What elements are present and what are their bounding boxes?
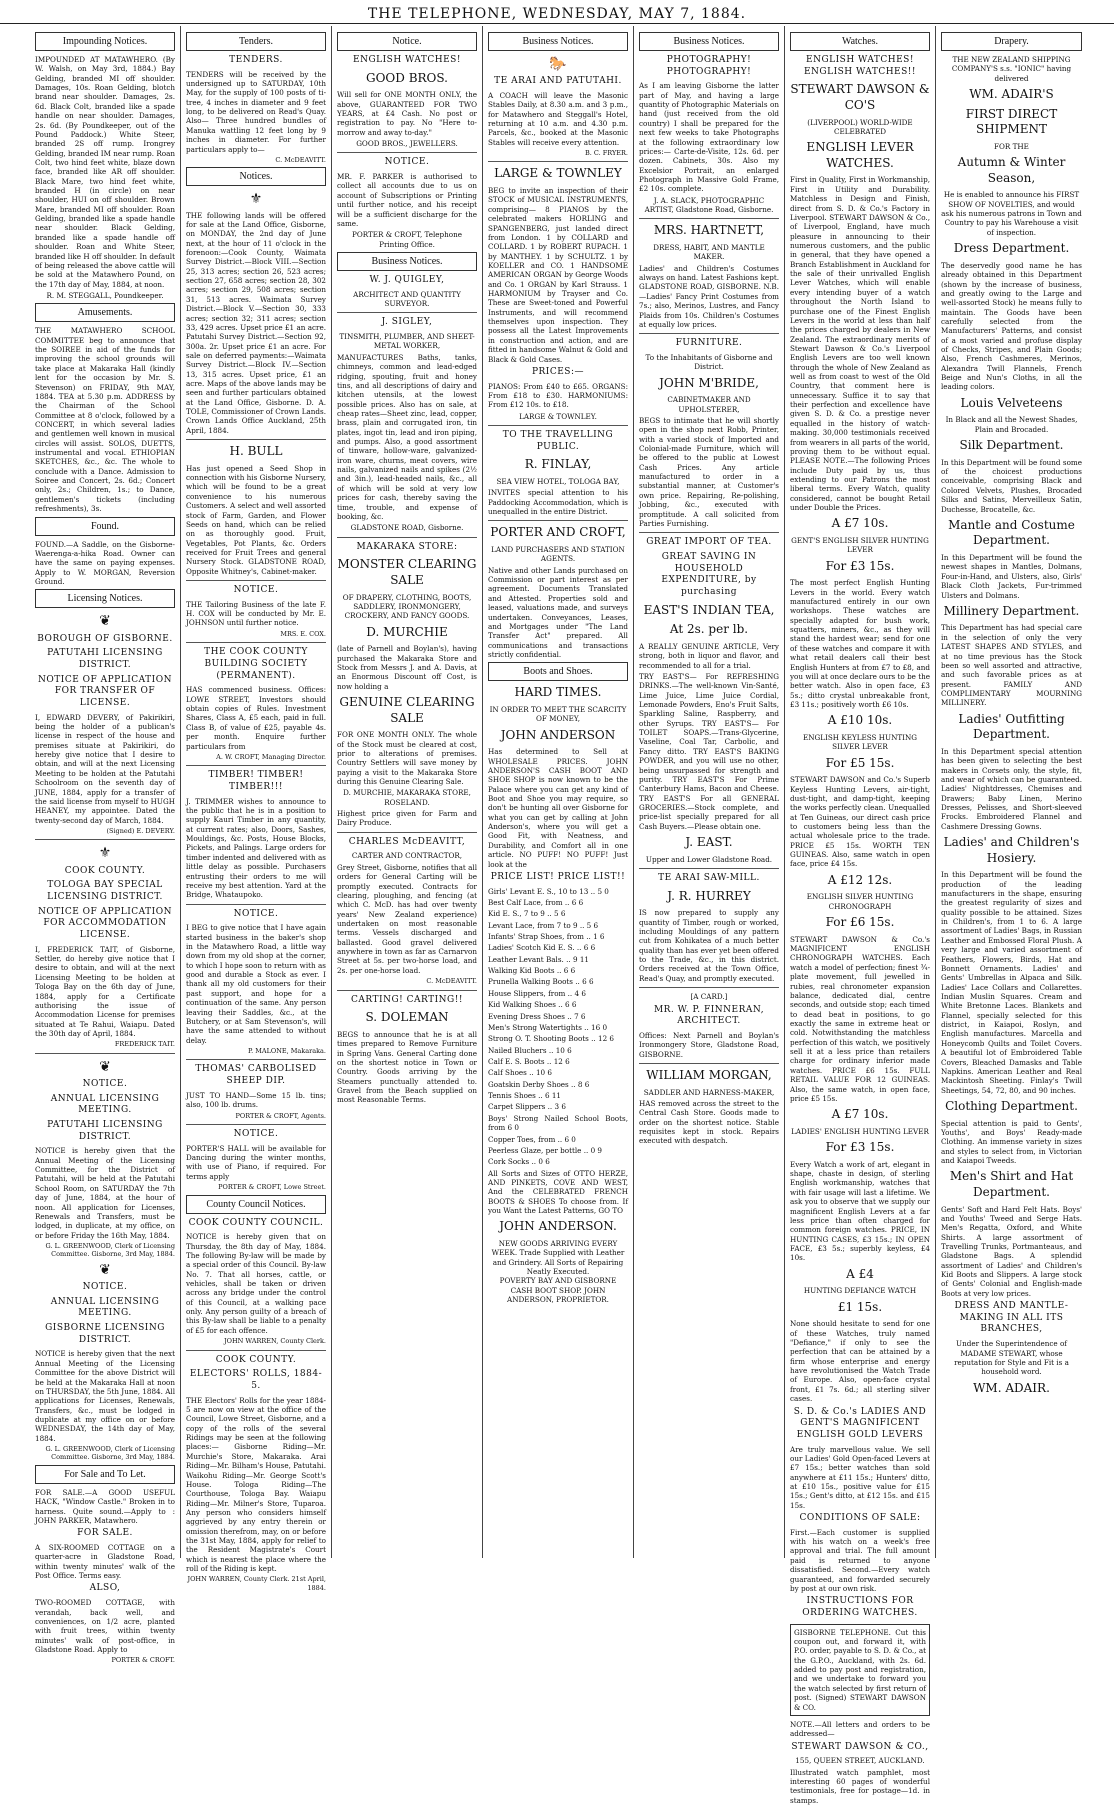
column-5 [634,26,785,1558]
column-2 [181,26,332,1592]
notice-text: I, EDWARD DEVERY, of Pakirikiri, being the holder of a publican's license in respect of the house and premises situate at Pakirikiri, do hereby give notice that I desire to obtain, and will at the next Licensing Meeting to be holden at the Patutahi Schoolroom on the seventh day of JUNE, 1884, apply for a transfer of the said license from myself to HUGH HEANEY, my appointee. Dated the twenty-second day of March, 1884. [35,712,175,825]
masthead: THE TELEPHONE, WEDNESDAY, MAY 7, 1884. [0,0,1114,24]
price-headline: £1 15s. [837,1299,883,1314]
notice-text: NOTICE is hereby given that on Thursday, the 8th day of May, 1884. The following By-law will be made by a special order of this Council. By-law No. 7. That all horses, cattle, or vehicles, shall be taken or driven across any bridge under the control of this Council, at a walking pace only. Any person guilty of a breach of this By-law shall be liable to a penalty of £5 for each offence. [186,1232,326,1335]
divider [337,832,477,833]
signature: P. MALONE, Makaraka. [248,1046,326,1055]
section-heading: Business Notices. [639,32,779,51]
notice-text: IS now prepared to supply any quantity of Timber, rough or worked, including Mouldings of any pattern cut from Kohikatea of a much better quality than has ever yet been offered to the Trade, &c., in this district. Orders received at the Town Office, Read's Quay, and promptly executed. [639,908,779,983]
section-heading: Boots and Shoes. [488,662,628,681]
section-heading: Notices. [186,167,326,186]
advertiser-name: J. R. HURREY [667,888,751,903]
divider [186,439,326,440]
notice-subheading: LAND PURCHASERS AND STATION AGENTS. [491,545,625,564]
advertiser-name: STEWART DAWSON & CO'S [790,82,930,112]
signature: GOOD BROS., JEWELLERS. [356,139,458,149]
notice-subheading: DRESS, HABIT, AND MANTLE MAKER. [653,243,765,262]
price-list: PIANOS: From £40 to £65. ORGANS: From £18 to £30. HARMONIUMS: From £12 10s. to £18. [488,381,628,410]
advertiser-name: MR. W. P. FINNERAN, ARCHITECT. [653,1004,765,1027]
divider [639,868,779,869]
divider [639,1063,779,1064]
advertiser-name: MRS. HARTNETT, [653,223,765,238]
price-headline: A £7 10s. [831,1107,889,1122]
notice-text: In Black and all the Newest Shades, Plain and Brocaded. [945,415,1078,434]
divider [186,1350,326,1351]
list-item: Goatskin Derby Shoes .. 8 6 [488,1079,590,1089]
notice-text: NOTE.—All letters and orders to be addressed— [790,1719,930,1739]
royal-arms-icon: ⚜ [98,845,112,862]
notice-subheading: SADDLER AND HARNESS-MAKER, [643,1087,775,1097]
divider [639,333,779,334]
royal-arms-icon: ⚜ [249,191,263,208]
section-heading: Found. [35,517,175,536]
notice-heading: PATUTAHI LICENSING DISTRICT. [47,648,163,670]
department-heading: Silk Department. [959,438,1064,453]
notice-text: TENDERS will be received by the undersigned up to SATURDAY, 10th May, for the supply of 100 posts of ti-tree, 4 inches in diameter and 9 feet long, to be delivered on Read's Quay. Also— Three hundred bundles of Manuka wattling 12 feet long by 9 inches in diameter. For further particulars apply to— [186,69,326,154]
section-heading: Drapery. [941,32,1082,51]
crest-icon: ❦ [99,1058,111,1075]
notice-text: First.—Each customer is supplied with his watch on a week's free approval and trial. The full amount paid is returned to anyone dissatisfied. Second.—Every watch guaranteed, and forwarded securely by post at our own risk. [790,1527,930,1593]
list-item: Tennis Shoes .. 6 11 [488,1091,561,1101]
divider [488,520,628,521]
notice-text: IMPOUNDED AT MATAWHERO. (By W. Walsh, on May 3rd, 1884.) Bay Gelding, branded MI off shoulder. Damages, 10s. Roan Gelding, blotch brand near shoulder. Damages, 2s. 6d. Black Colt, branded like a spade handle on near shoulder. Damages, 2s. 6d. (By Poundkeeper, out of the Pound Paddock.) White Steer, branded 2S off rump. Irongrey Gelding, branded IM near rump. Roan Colt, two hind feet white, blaze down face, branded like AR off shoulder. Black Mare, two hind feet white, branded H (in circle) on near shoulder, HUI on off shoulder. Brown Mare, branded MI off shoulder. Roan Gelding, branded like a spade handle near shoulder. Black Gelding, branded like a spade handle off shoulder. Roan and White Steer, branded like H off shoulder. In default of being released the above cattle will be sold at the Matawhero Pound, on the 17th day of May, 1884, at noon. [35,55,175,289]
notice-heading: NOTICE. [233,1128,279,1139]
notice-text: Every Watch a work of art, elegant in shape, chaste in design, of sterling English workmanship, watches that with fair usage will last a lifetime. We ask you to observe that we supply our magnificent English Levers at a far less price than often charged for common foreign watches. PRICE, IN HUNTING CASES, £3 15s.; IN OPEN FACE, £3 5s.; superbly keyless, £4 10s. [790,1159,930,1263]
notice-heading: W. J. QUIGLEY, [369,275,445,285]
notice-heading: FOR SALE. [77,1528,133,1539]
advertiser-name: S. DOLEMAN [365,1010,449,1025]
notice-heading: CONDITIONS OF SALE: [799,1513,921,1524]
column-1 [30,26,181,1665]
section-heading: For Sale and To Let. [35,1465,175,1484]
section-heading: County Council Notices. [186,1195,326,1214]
notice-heading: CARTING! CARTING!! [351,994,463,1005]
notice-text: BEG to invite an inspection of their STOCK of MUSICAL INSTRUMENTS, comprising— 8 PIANOS by the celebrated makers HORLING and SPANGENBERG, just landed direct from London. 1 by COLLARD and COLLARD. 1 by ROBERT RUPACH. 1 by MANTHEY. 1 by SCHULTZ. 1 by KOELLER and CO. 1 HANDSOME AMERICAN ORGAN by George Woods and Co. 1 ORGAN by Karl Strauss. 1 HARMONIUM by Trayser and Co. These are Sweet-toned and Powerful Instruments, and will recommend themselves upon inspection. They possess all the Latest Improvements in construction and action, and are fitted in handsome Walnut & Gold and Black & Gold Cases. [488,186,628,364]
department-heading: Ladies' Outfitting Department. [958,711,1065,742]
notice-heading: FURNITURE. [675,338,743,349]
signature: R. M. STEGGALL, Poundkeeper. [46,290,164,300]
list-item: Best Calf Lace, from .. 6 6 [488,897,584,907]
department-heading: Louis Velveteens [960,395,1063,410]
notice-heading: ENGLISH WATCHES! [353,55,461,65]
notice-heading: ELECTORS' ROLLS, 1884-5. [189,1369,323,1391]
notice-heading: GREAT SAVING IN HOUSEHOLD EXPENDITURE, by purchasing [661,551,757,598]
price-headline: At 2s. per lb. [669,622,749,637]
advertiser-name: H. BULL [229,444,283,459]
notice-heading: TOLOGA BAY SPECIAL LICENSING DISTRICT. [47,880,163,902]
list-item: Boys' Strong Nailed School Boots, from 6 0 [488,1113,628,1133]
advertiser-name: EAST'S INDIAN TEA, [643,602,775,617]
column-7 [936,26,1087,1558]
advertiser-name: JOHN ANDERSON [500,727,616,742]
notice-text: Highest price given for Farm and Dairy Produce. [337,809,477,828]
list-item: Levant Lace, from 7 to 9 .. 5 6 [488,920,599,930]
section-heading: Business Notices. [337,252,477,271]
advertiser-name: JOHN ANDERSON. [499,1219,617,1234]
list-item: Cork Socks .. 0 6 [488,1157,550,1167]
notice-text: This Department has had special care in the selection of only the very LATEST SHAPES AND STYLES, and at no time previous has the Stock been so well assorted and attractive, and such favorable prices as at present. FAMILY AND COMPLIMENTARY MOURNING MILLINERY. [941,623,1082,708]
list-item: Kid E. S., 7 to 9 .. 5 6 [488,909,566,919]
notice-subheading: 155, QUEEN STREET, AUCKLAND. [795,1756,925,1766]
advertiser-name: WM. ADAIR. [973,1380,1050,1395]
notice-text: THE following lands will be offered for sale at the Land Office, Gisborne, on MONDAY, the 2nd day of June next, at the hour of 11 o'clock in the forenoon:—Cook County, Waimata Survey District.—Block VIII.—Section 25, 313 acres; section 26, 523 acres; section 27, 658 acres; section 28, 302 acres; section 29, 508 acres; section 31, 513 acres. Waimata Survey District.—Block V.—Section 30, 333 acres; section 32; 311 acres; section 33, 429 acres. Upset price £1 an acre. Patutahi Survey District.—Section 92, 300a. 2r. Upset price £1 an acre. For sale on deferred payments:—Waimata Survey District.—Block IV.—Section 13, 315 acres. Upset price, £1 an acre. Maps of the above lands may be seen and further particulars obtained at the Land Office, Gisborne. D. A. TOLE, Commissioner of Crown Lands. Crown Lands Office Auckland, 25th April, 1884. [186,210,326,435]
notice-text: MANUFACTURES Baths, tanks, chimneys, common and lead-edged ridging, spouting, fruit and honey tins, and all descriptions of dairy and kitchen utensils, at the lowest possible prices. Also has on sale, at cheap rates—Sheet zinc, lead, copper, brass, plain and corrugated iron, tin plates, ingot tin, lead and iron piping, and pumps. Also, a good assortment of tinware, hollow-ware, galvanized-iron ware, churns, meat covers, wire nails, galvanized nails and spikes (2½ and 3in.), lead-headed nails, &c., all of which will be sold at very low prices for cash, thereby saving the time, trouble, and expense of booking, &c. [337,352,477,521]
signature: POVERTY BAY AND GISBORNE CASH BOOT SHOP. JOHN ANDERSON, PROPRIETOR. [499,1276,617,1305]
list-item: Evening Dress Shoes .. 7 6 [488,1011,586,1021]
column-6 [785,26,936,1805]
divider [186,1059,326,1060]
section-heading: Licensing Notices. [35,589,175,608]
notice-text: I BEG to give notice that I have again started business in the baker's shop in the Matawhero Road, a little way down from my old shop at the corner, to which I hope soon to return with as good and durable a Stock as ever. I thank all my old customers for their past support, and hope for a continuation of the same. Any person leaving their Saddles, &c., at the Butchery, or at Sam Stevenson's, will have the same attended to without delay. [186,923,326,1045]
section-heading: Watches. [790,32,930,51]
list-item: Peerless Glaze, per bottle .. 0 9 [488,1145,603,1155]
notice-subheading: TINSMITH, PLUMBER, AND SHEET-METAL WORKER, [339,332,475,351]
signature: PORTER & CROFT, Telephone Printing Office. [351,230,462,249]
notice-subheading: (LIVERPOOL) WORLD-WIDE CELEBRATED [807,117,913,136]
advertiser-name: J. EAST. [685,835,733,850]
department-heading: Mantle and Costume Department. [948,517,1075,548]
notice-text: First in Quality, First in Workmanship, First in Utility and Durability. Matchless in Design and Finish, direct from S. D. & Co.'s Factory in Liverpool. STEWART DAWSON & Co., of Liverpool, England, have much pleasure in announcing to their numerous customers, and the public in general, that they have opened a Branch Establishment in Auckland for the sale of their unrivalled English Lever Watches, which will enable every intending buyer of a watch throughout the North Island to purchase one of the Finest English Levers in the world at less than half the prices charged by dealers in New Zealand. The extraordinary merits of Stewart Dawson & Co.'s Liverpool English Levers are too well known through the whole of New Zealand as well as from coast to west of the Old Country, that comment here is unnecessary. Suffice it to say that their perfection and excellence have given S. D. & Co. a prestige never equalled in the history of watch-making. 30,000 testimonials received from wearers in all parts of the world, proving them to be without equal. PLEASE NOTE.—The following Prices include Duty paid by us, thus extending to our Patrons the most liberal terms. Every Watch, quality considered, cannot be bought Retail under Double the Prices. [790,175,930,513]
notice-heading: COOK COUNTY. [215,1354,297,1365]
notice-text: In this Department will be found the newest shapes in Mantles, Dolmans, Four-in-Hand, and Ulsters, also, Girls' Black Cloth Jackets, Fur-trimmed Ulsters and Dolmans. [941,553,1082,600]
notice-text: TRY EAST'S— For REFRESHING DRINKS.—The well-known Vin-Santé, Lime Juice, Lime Juice Cordial, Lemonade Powders, Eno's Fruit Salts, Sparkling Saline, Raspberry, and other Syrups. TRY EAST'S— For TOILET SOAPS.—Trans-Glycerine, Vaseline, Coal Tar, Carbolic, and Fancy ditto. TRY EAST'S BAKING POWDER, and you will use no other, being unsurpassed for strength and purity. TRY EAST'S For Prime Canterbury Hams, Bacon and Cheese. TRY EAST'S For all GENERAL GROCERIES.—Stock complete, and price-list specially prepared for all Cash Buyers.—Please obtain one. [639,671,779,831]
section-heading: Tenders. [186,32,326,51]
notice-text: A SIX-ROOMED COTTAGE on a quarter-acre in Gladstone Road, within twenty minutes' walk of the Post Office. Terms easy. [35,1543,175,1581]
notice-heading: TE ARAI AND PATUTAHI. [494,76,622,87]
section-heading: Impounding Notices. [35,32,175,51]
notice-heading: COOK COUNTY. [64,865,146,876]
divider [35,1053,175,1054]
notice-heading: NOTICE. [233,585,279,596]
price-headline: A £7 10s. [831,516,889,531]
notice-text: None should hesitate to send for one of these Watches, truly named "Defiance," if only to see the perfection that can be attained by a firm whose enterprise and energy have revolutionised the Watch Trade of Europe. Also, open-face crystal front, £1 7s. 6d.; all sterling silver cases. [790,1319,930,1404]
notice-text: THE MATAWHERO SCHOOL COMMITTEE beg to announce that the SOIREE in aid of the funds for improving the school grounds will take place at Makaraka Hall (kindly lent for the occasion by Mr. S. Stevenson) on FRIDAY, 9th MAY, 1884. TEA at 5.30 p.m. ADDRESS by the Chairman of the School Committee at 8 o'clock, followed by a CONCERT, in which several ladies and gentlemen well known in musical circles will assist. SOLOS, DUETTS, instrumental and vocal. ETHIOPIAN SKETCHES, &c., &c. The whole to conclude with a Dance. Admission to Soiree and Concert, 2s. 6d.; Concert only, 2s.; Children, 1s.; to Dance, gentlemen's tickets (including refreshments), 3s. [35,326,175,514]
signature: JOHN WARREN, County Clerk. 21st April, 1884. [187,1575,326,1592]
signature: GLADSTONE ROAD, Gisborne. [350,523,464,533]
notice-text: HAS commenced business. Offices: LOWE STREET, Investors should obtain copies of Rules. Investment Shares, Class A, £5 each, paid in full. Class B, of value of £25, payable 4s. per month. Enquire further particulars from [186,685,326,751]
notice-text: IN ORDER TO MEET THE SCARCITY OF MONEY, [489,704,627,724]
notice-text: NOTICE is hereby given that the next Annual Meeting of the Licensing Committee for the above District will be held at the Makaraka Hall at noon on THURSDAY, the 5th June, 1884. All applications for Licenses, Renewals, Transfers, &c., must be lodged in duplicate at my office on or before WEDNESDAY, the 14th day of May, 1884. [35,1349,175,1443]
list-item: Nailed Bluchers .. 10 6 [488,1045,572,1055]
signature: G. L. GREENWOOD, Clerk of Licensing Committee. Gisborne, 3rd May, 1884. [45,1241,175,1259]
list-item: Copper Toes, from .. 6 0 [488,1134,576,1144]
advertiser-name: Autumn & Winter Season, [957,155,1066,185]
list-item: Men's Strong Watertights .. 16 0 [488,1022,608,1032]
section-heading: Notice. [337,32,477,51]
advertiser-name: ENGLISH LEVER WATCHES. [806,140,914,170]
notice-heading: ENGLISH WATCHES! ENGLISH WATCHES!! [803,55,917,77]
advertiser-name: LARGE & TOWNLEY [494,166,622,181]
notice-heading: PRICE LIST! PRICE LIST!! [490,871,626,882]
notice-heading: TO THE TRAVELLING PUBLIC. [502,430,614,452]
divider [186,580,326,581]
notice-text: In this Department will be found the production of the leading manufacturers in the shape, ensuring the greatest regularity of sizes and quality possible to be attained. Sizes in Children's, from 1 to 6. A large assortment of Ladies' Bags, in Russian Leather and Embossed Floral Plush. A very large and varied assortment of Feathers, Flowers, Birds, Hat and Bonnett Ornaments. Ladies' and Gents' Umbrellas in Alpaca and Silk. Ladies' Lace Collars and Collarettes. Indian Muslin Squares. Cream and White Bretonne Laces. Blankets and Flannel, specially selected for this district, in Kaiapoi, Roslyn, and English manufactures. Marcella and Honeycomb Quilts and Toilet Covers. A beautiful lot of Embroidered Table Covers, Bleached Damasks and Table Napkins. American Leather and Real Mackintosh Sheeting. Finlay's Twill Sheetings, 54, 72, 80, and 90 inches. [941,870,1082,1095]
notice-heading: [A CARD.] [690,992,728,1002]
divider [186,642,326,643]
notice-text: NEW GOODS ARRIVING EVERY WEEK. Trade Supplied with Leather and Grindery. All Sorts of Repairing Neatly Executed. [491,1238,625,1277]
crest-icon: ❦ [99,613,111,630]
divider [35,839,175,840]
notice-text: ARCHITECT AND QUANTITY SURVEYOR. [353,289,461,309]
advertiser-name: GOOD BROS. [366,70,448,85]
crest-icon: ❦ [99,1261,111,1278]
divider [488,425,628,426]
notice-subheading: CABINETMAKER AND UPHOLSTERER, [667,395,751,414]
notice-text: THE NEW ZEALAND SHIPPING COMPANY'S s.s. "IONIC" having delivered [951,55,1072,83]
notice-text: BEGS to intimate that he will shortly open in the shop next Robb, Printer, with a varied stock of Imported and Colonial-made Furniture, which will be offered to the public at Lowest Cash Prices. Any article manufactured to order in a substantial manner, at Customer's own price. Repairing, Re-polishing, Jobbing, &c., executed with promptitude. A call solicited from Parties Furnishing. [639,415,779,528]
notice-heading: NOTICE. [384,157,430,168]
notice-heading: NOTICE OF APPLICATION FOR ACCOMMODATION LICENSE. [38,906,172,941]
department-heading: Ladies' and Children's Hosiery. [943,835,1080,865]
divider [337,990,477,991]
column-3 [332,26,483,1558]
notice-text: FOR ONE MONTH ONLY. The whole of the Stock must be cleared at cost, prior to alterations of premises. Country Settlers will save money by paying a visit to the Makaraka Store during this Genuine Clearing Sale. [337,730,477,786]
divider [639,987,779,988]
newspaper-columns [30,26,1090,1805]
notice-heading: NOTICE OF APPLICATION FOR TRANSFER OF LICENSE. [38,674,172,708]
signature: MRS. E. COX. [280,629,326,638]
list-item: Girls' Levant E. S., 10 to 13 .. 5 0 [488,886,609,896]
notice-heading: J. SIGLEY, [381,317,433,328]
signature: (Signed) E. DEVERY. [106,826,175,835]
notice-subheading: CARTER AND CONTRACTOR, [351,851,463,861]
notice-text: FOR SALE.—A GOOD USEFUL HACK, "Window Castle." Broken in to harness. Quite sound.—Apply to : JOHN PARKER, Matawhero. [35,1487,175,1525]
advertiser-name: GENUINE CLEARING SALE [339,694,475,725]
notice-text: STEWART DAWSON & Co.'s MAGNIFICENT ENGLISH CHRONOGRAPH WATCHES. Each watch a model of perfection; finest ¾-plate movement, full jewelled in rubies, real chronometer expansion balance, dedicated dial, centre seconds, and outside stop; each timed to dead beat in positions, to go exactly the same in extreme heat or cold. Notwithstanding the matchless perfection of this watch, we positively sell it at a less price than retailers charge for ordinary inferior made watches. PRICE £6 15s. FULL RETAIL VALUE FOR 12 GUINEAS. Also, the same watch, in open face, price £5 15s. [790,934,930,1103]
divider [186,904,326,905]
shoe-price-list [488,887,628,1167]
notice-heading: ANNUAL LICENSING MEETING. [50,1093,160,1116]
advertiser-name: JOHN M'BRIDE, [659,375,759,390]
notice-heading: MAKARAKA STORE: [356,541,458,552]
notice-text: STEWART DAWSON and Co.'s Superb Keyless Hunting Levers, air-tight, dust-tight, and damp-tight, keeping the works perfectly clean. Unequalled at Ten Guineas, our direct cash price to customers being less than the actual wholesale price to the trade. PRICE £5 15s. WORTH TEN GUINEAS. Also, same watch in open face, price £4 15s. [790,775,930,869]
notice-text: He is enabled to announce his FIRST SHOW OF NOVELTIES, and would ask his numerous patrons in Town and Country to pay his Warehouse a visit of inspection. [941,190,1082,237]
list-item: House Slippers, from .. 4 6 [488,988,586,998]
advertiser-name: WM. ADAIR'S [969,87,1054,102]
notice-heading: INSTRUCTIONS FOR ORDERING WATCHES. [802,1596,918,1618]
notice-text: THE Electors' Rolls for the year 1884-5 are now on view at the office of the Council, Lowe Street, Gisborne, and a copy of the rolls of the several Ridings may be seen at the following places:— Gisborne Riding—Mr. Murchie's Store, Makaraka. Arai Riding—Mr. Bilham's House, Patutahi. Waikohu Riding—Mr. George Scott's House. Tologa Riding—The Courthouse, Tologa Bay. Waiapu Riding—Mr. Milner's Store, Tuparoa. Any person who considers himself aggrieved by any entry therein or omission therefrom, may, on or before the 31st May, 1884, apply for relief to the Resident Magistrate's Court which is nearest the place where the roll of the Riding is kept. [186,1395,326,1574]
advertiser-name: MONSTER CLEARING SALE [337,557,477,587]
notice-text: THE Tailoring Business of the late F. H. COX will be conducted by Mr. E. JOHNSON until further notice. [186,599,326,628]
notice-text: Upper and Lower Gladstone Road. [645,854,773,864]
notice-text: The most perfect English Hunting Levers in the world. Every watch manufactured entirely in our own workshops. These watches are specially adapted for bush work, squatters, miners, &c., as they will stand the hardest wear; send for one of these watches and compare it with what retail dealers call their best English Hunters at from £7 to £8, and you will at once declare ours to be the better watch. Also in open face, £3 5s.; ditto crystal unbreakable front, £3 11s.; positively worth £6 10s. [790,578,930,709]
signature: JOHN WARREN, County Clerk. [224,1337,326,1346]
notice-text: Native and other Lands purchased on Commission or part interest as per agreement. Documents Translated and Attested. Properties sold and leased, valuations made, and surveys undertaken. Conveyances, Leases, and Mortgages under "The Land Transfer Act" prepared. All communications and transactions strictly confidential. [488,565,628,659]
notice-heading: ALSO, [89,1583,121,1594]
notice-text: OF DRAPERY, CLOTHING, BOOTS, SADDLERY, IRONMONGERY, CROCKERY, AND FANCY GOODS. [342,592,472,621]
notice-text: A COACH will leave the Masonic Stables Daily, at 8.30 a.m. and 3 p.m., for Matawhero and Steggall's Hotel, returning at 10 a.m. and 4.30 p.m. Parcels, &c., booked at the Masonic Stables will receive every attention. [488,90,628,147]
list-item: Kid Walking Shoes .. 6 6 [488,1000,577,1010]
divider [186,765,326,766]
notice-text: Special attention is paid to Gents', Youths', and Boys' Ready-made Clothing. An immense variety in sizes and styles to select from, in Victorian and Kaiapoi Tweeds. [941,1118,1082,1165]
advertiser-name: D. MURCHIE [366,624,448,639]
notice-text: INVITES special attention to his Paddocking Accommodation, which is unequalled in the entire District. [488,488,628,517]
notice-text: As I am leaving Gisborne the latter part of May, and having a large quantity of Photographic Materials on hand (just received from the old country) I shall be prepared for the next few weeks to take Photographs at the following extraordinary low prices:— Carte-de-Visite, 12s. 6d. per dozen. Cabinets, 30s. Also my Excelsior Portrait, an enlarged Photograph in Massive Gold Frame, £2 10s. complete. [639,81,779,194]
notice-text: Are truly marvellous value. We sell our Ladies' Gold Open-faced Levers at £7 15s.; better watches than sold anywhere at £11 15s.; Hunters' ditto, at £10 15s., positive value for £15 15s.; Gent's ditto, at £12 15s. and £15 15s. [790,1444,930,1510]
section-heading: Amusements. [35,303,175,322]
order-coupon: GISBORNE TELEPHONE. Cut this coupon out, and forward it, with P.O. order, payable to S. D. & Co., at the G.P.O., Auckland, with 2s. 6d. added to pay post and registration, and we undertake to forward you the watch selected by first return of post. (Signed) STEWART DAWSON & CO. [790,1624,930,1716]
list-item: Prunella Walking Boots .. 6 6 [488,977,594,987]
department-heading: Dress Department. [953,241,1070,256]
notice-heading: THOMAS' CARBOLISED SHEEP DIP. [195,1064,317,1087]
notice-text: HAS removed across the street to the Central Cash Store. Goods made to order on the shortest notice. Stable requisites kept in stock. Repairs executed with despatch. [639,1098,779,1146]
department-heading: Clothing Department. [945,1098,1078,1113]
signature: PORTER & CROFT, Lowe Street. [218,1183,326,1192]
signature: C. McDEAVITT. [275,155,326,164]
price-headline: For £3 15s. [825,558,895,573]
notice-text: I, FREDERICK TAIT, of Gisborne, Settler, do hereby give notice that I desire to obtain, and will at the next Licensing Meeting to be holden at Tologa Bay on the 6th day of June, 1884, apply for a Certificate authorising the issue of Accommodation License for premises situated at Te Rahui, Waiapu. Dated the 30th day of April, 1884. [35,944,175,1038]
divider [337,312,477,313]
advertiser-name: FIRST DIRECT SHIPMENT [965,106,1058,137]
advertiser-name: R. FINLAY, [524,457,592,472]
list-item: Leather Levant Bals. .. 9 11 [488,954,589,964]
notice-text: The deservedly good name he has already obtained in this Department (shown by the increase of business, and greatly owing to the Large and well-assorted Stock) he means fully to maintain. The Goods have been carefully selected from the Manufacturers' Patterns, and consist of a most varied and profuse display of Checks, Stripes, and Plain Goods; Also, French Cashmeres, Merinos, Alexandra Twill Flannels, French Beige and Nun's Cloths, in all the leading colors. [941,260,1082,392]
notice-text: (late of Parnell and Boylan's), having purchased the Makaraka Store and Stock from Messrs J. and A. Davis, at an Enormous Discount off Cost, is now holding a [337,644,477,691]
signature: PORTER & CROFT. [111,1656,175,1665]
notice-text: NOTICE is hereby given that the Annual Meeting of the Licensing Committee, for the District of Patutahi, will be held at the Patutahi School Room, on SATURDAY the 7th day of June, 1884, at the hour of noon. All application for Licenses, Renewals and Transfers, must be lodged, in duplicate, at my office, on or before Friday the 16th May, 1884. [35,1146,175,1240]
notice-subheading: GENT'S ENGLISH SILVER HUNTING LEVER [791,536,929,555]
signature: B. C. FRYER. [585,149,628,158]
divider [488,161,628,162]
notice-heading: NOTICE. [82,1282,128,1293]
notice-heading: GREAT IMPORT OF TEA. [646,537,772,548]
notice-text: Has just opened a Seed Shop in connection with his Gisborne Nursery, which will be found to be a great convenience to his numerous Customers. A select and well assorted stock of Farm, Garden, and Flower Seeds on hand, which can be relied on as thoroughly good. Fruit, Vegetables, Pot Plants, &c. Orders received for Fruit Trees and general Nursery Stock. GLADSTONE ROAD, Opposite Whitney's, Cabinet-maker. [186,463,326,576]
notice-heading: ANNUAL LICENSING MEETING. [50,1296,160,1319]
notice-subheading: LADIES' ENGLISH HUNTING LEVER [791,1126,929,1136]
notice-text: To the Inhabitants of Gisborne and District. [645,352,773,372]
list-item: Strong O. T. Shooting Boots .. 12 6 [488,1034,614,1044]
notice-text: PORTER'S HALL will be available for Dancing during the winter months, with use of Piano, if required. For terms apply [186,1143,326,1181]
notice-heading: PRICES:— [531,366,585,377]
notice-text: In this Department will be found some of the choicest productions conceivable, comprising Black and Colored Velvets, Plushes, Brocaded Silks and Satins, Merveilleux Satin, Duchesse, Brocatelle, &c. [941,457,1082,514]
signature: D. MURCHIE, MAKARAKA STORE, ROSELAND. [343,788,471,807]
signature: A. W. CROFT, Managing Director. [216,752,326,761]
price-headline: A £12 12s. [827,872,893,887]
notice-text: Has determined to Sell at WHOLESALE PRICES. JOHN ANDERSON'S CASH BOOT AND SHOE SHOP is now known to be the Palace where you can get any kind of Boot and Shoe you may require, so don't be hunting all over Gisborne for what you can get by calling at John Anderson's, where you will get a Good Fit, with Neatness, and Durability, and Comfort all in one article. NO PUFF! NO PUFF! Just look at the [488,747,628,869]
notice-heading: DRESS AND MANTLE-MAKING IN ALL ITS BRANCHES, [954,1301,1069,1335]
notice-text: FOUND.—A Saddle, on the Gisborne-Waerenga-a-hika Road. Owner can have the same on paying expenses. Apply to W. MORGAN, Reversion Ground. [35,539,175,586]
list-item: Carpet Slippers .. 3 6 [488,1102,566,1112]
advertiser-name: HARD TIMES. [514,685,602,700]
notice-text: Gents' Soft and Hard Felt Hats. Boys' and Youths' Tweed and Serge Hats. Men's Regatta, Oxford, and White Shirts. A large assortment of Travelling Trunks, Portmanteaus, and Gladstone Bags. A splendid assortment of Ladies' and Children's Kid Boots and Slippers. A large stock of Gents' Colonial and English-made Boots at very low prices. [941,1204,1082,1298]
notice-text: JUST TO HAND—Some 15 lb. tins; also, 100 lb. drums. [186,1090,326,1110]
advertiser-name: WILLIAM MORGAN, [646,1068,772,1082]
notice-text: TWO-ROOMED COTTAGE, with verandah, back well, and conveniences, on 1/2 acre, planted with fruit trees, within twenty minutes' walk of post-office, in Gladstone Road. Apply to [35,1598,175,1654]
divider [337,152,477,153]
notice-subheading: ENGLISH KEYLESS HUNTING SILVER LEVER [802,732,918,752]
list-item: Infants' Strap Shoes, from .. 1 6 [488,932,605,942]
notice-text: MR. F. PARKER is authorised to collect all accounts due to us on account of Subscriptions or Printing until further notice, and his receipt will be a sufficient discharge for the same. [337,172,477,228]
notice-heading: THE COOK COUNTY BUILDING SOCIETY (PERMANENT). [204,647,308,681]
advertiser-name: PHOTOGRAPHY! PHOTOGRAPHY! [666,55,752,77]
notice-heading: TENDERS. [229,55,283,65]
price-headline: For £6 15s. [825,915,895,930]
divider [186,1124,326,1125]
notice-subheading: FOR THE [994,141,1029,151]
department-heading: Millinery Department. [943,603,1080,618]
notice-heading: TE ARAI SAW-MILL. [658,873,760,884]
notice-heading: GISBORNE LICENSING DISTRICT. [45,1323,165,1345]
notice-text: Grey Street, Gisborne, notifies that all orders for General Carting will be promptly executed. Contracts for clearing, ploughing, and fencing (at which C. McD. has had over twenty years' New Zealand experience) undertaken on most reasonable terms. Vessels discharged and ballasted. Good gravel delivered anywhere in town as far as Carnarvon Street at 5s. per two-horse load, and 2s. per one-horse load. [337,862,477,975]
signature: FREDERICK TAIT. [114,1040,175,1049]
notice-subheading: HUNTING DEFIANCE WATCH [803,1286,917,1296]
notice-text: In this Department special attention has been given to selecting the best makers in Corsets only, the style, fit, and wear of which can be guaranteed. Ladies' Nightdresses, Chemises and Drawers; Baby Linen, Merino Dresses, Pelisses, and Short-sleeved Frocks. Embroidered Flannel and Cashmere Dressing Gowns. [941,746,1082,831]
price-headline: A £4 [846,1266,874,1281]
notice-heading: NOTICE. [233,908,279,919]
notice-text: Offices: Next Parnell and Boylan's Ironmongery Store, Gladstone Road, GISBORNE. [639,1030,779,1059]
notice-heading: S. D. & Co.'s LADIES AND GENT'S MAGNIFICENT ENGLISH GOLD LEVERS [793,1406,927,1440]
notice-text: All Sorts and Sizes of OTTO HERZE, AND PINKETS, COVE AND WEST, And the CELEBRATED FRENCH BOOTS & SHOES To choose from. If you Want the Latest Patterns, GO TO [488,1168,628,1216]
notice-text: J. TRIMMER wishes to announce to the public that he is in a position to supply Kauri Timber in any quantity, at current rates; also, Doors, Sashes, Mouldings, &c. Posts, House Blocks, Pickets, and Palings. Large orders for timber indented and delivered with as little delay as possible. Purchasers entrusting their orders to me will receive my best attention. Yard at the Bridge, Whataupoko. [186,796,326,900]
column-4 [483,26,634,1558]
price-headline: A £10 10s. [827,713,893,728]
list-item: Walking Kid Boots .. 6 6 [488,966,576,976]
notice-text: Will sell for ONE MONTH ONLY, the above, GUARANTEED FOR TWO YEARS, at £4 Cash. No post or registration to pay. No "Here to-morrow and away to-day." [337,90,477,137]
notice-text: Illustrated watch pamphlet, most interesting 60 pages of wonderful testimonials, free for postage—1d. in stamps. [790,1767,930,1805]
notice-heading: COOK COUNTY COUNCIL. [188,1217,324,1228]
notice-subheading: SEA VIEW HOTEL, TOLOGA BAY, [496,476,620,486]
signature: J. A. SLACK, PHOTOGRAPHIC ARTIST, Gladstone Road, Gisborne. [644,195,774,215]
notice-heading: CHARLES McDEAVITT, [348,836,466,847]
price-headline: For £5 15s. [825,755,895,770]
notice-subheading: ENGLISH SILVER HUNTING CHRONOGRAPH [806,892,914,911]
divider [639,218,779,219]
notice-heading: PATUTAHI LICENSING DISTRICT. [47,1119,163,1142]
divider [639,532,779,533]
signature: LARGE & TOWNLEY. [519,411,597,421]
notice-heading: BOROUGH OF GISBORNE. [37,633,173,644]
list-item: Ladies' Scotch Kid E. S. .. 6 6 [488,943,596,953]
price-headline: For £3 15s. [825,1140,895,1155]
notice-heading: TIMBER! TIMBER! TIMBER!!! [208,770,304,792]
signature: PORTER & CROFT, Agents. [235,1111,326,1120]
coach-illustration-icon: 🐎 [549,56,567,72]
notice-text: Ladies' and Children's Costumes always on hand. Latest Fashions kept. GLADSTONE ROAD, GISBORNE. N.B.—Ladies' Fancy Print Costumes from 7s.; also, Merinos, Lustres, and Fancy Plaids from 10s. Children's Costumes at equally low prices. [639,263,779,329]
list-item: Calf Shoes .. 10 6 [488,1068,552,1078]
notice-text: Under the Superintendence of MADAME STEWART, whose reputation for Style and Fit is a household word. [954,1339,1069,1377]
notice-text: A REALLY GENUINE ARTICLE, Very strong, both in liquor and flavor, and recommended to all for a trial. [639,641,779,670]
divider [337,537,477,538]
notice-text: BEGS to announce that he is at all times prepared to Remove Furniture in Spring Vans. General Carting done on the shortest notice in Town or Country. Goods arriving by the Steamers punctually attended to. Gravel from the Beach supplied on most Reasonable Terms. [337,1029,477,1105]
advertiser-name: PORTER AND CROFT, [490,525,626,540]
notice-heading: NOTICE. [82,1078,128,1089]
department-heading: Men's Shirt and Hat Department. [949,1169,1074,1199]
list-item: Calf E. S. Boots .. 12 6 [488,1056,570,1066]
signature: C. McDEAVITT. [426,977,477,986]
signature: G. L. GREENWOOD, Clerk of Licensing Committee. Gisborne, 3rd May, 1884. [45,1445,175,1462]
section-heading: Business Notices. [488,32,628,51]
advertiser-name: STEWART DAWSON & CO., [791,1741,929,1752]
